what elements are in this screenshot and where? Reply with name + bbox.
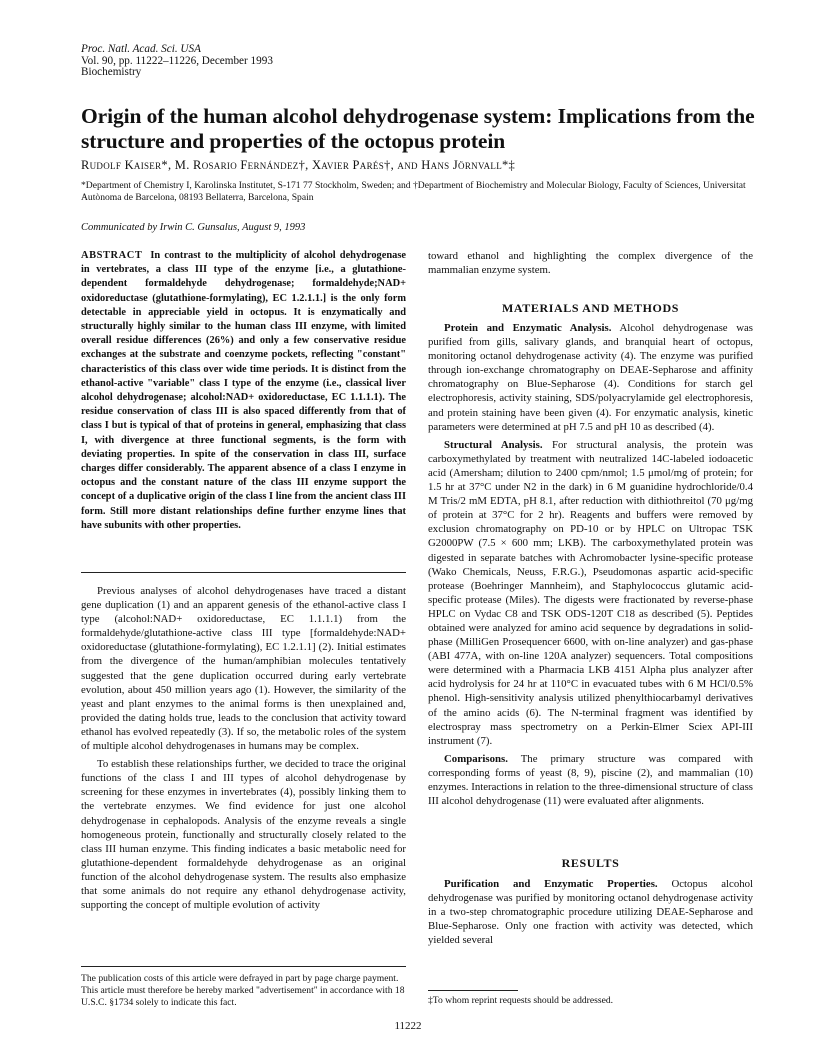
article-title: Origin of the human alcohol dehydrogenase system: Implications from the structure and properties of the octopus protein bbox=[81, 104, 755, 153]
publication-cost-footnote: The publication costs of this article were defrayed in part by page charge payment. This article must therefore be hereby marked "advertisement" in accordance with 18 U.S.C. §1734 solely to indicate this fact. bbox=[81, 973, 405, 1008]
reprint-footnote: ‡To whom reprint requests should be addressed. bbox=[428, 995, 614, 1006]
run-head: Protein and Enzymatic Analysis. bbox=[444, 322, 612, 334]
results-heading: RESULTS bbox=[561, 856, 620, 870]
paragraph-text: The primary structure was compared with corresponding forms of yeast (8, 9), piscine (2), and mammalian (10) enzymes. Interactions in relation to the three-dimensional structure of class III alcohol dehydrogenase (11) were evaluated after alignments. bbox=[428, 752, 753, 808]
journal-header bbox=[81, 44, 273, 79]
run-head: Structural Analysis. bbox=[444, 438, 543, 451]
paragraph-text: Octopus alcohol dehydrogenase was purified by monitoring octanol dehydrogenase activity in a two-step chromatographic procedure utilizing DEAE-Sepharose and Blue-Sepharose. Only one fraction with activity was detected, which yielded several bbox=[428, 878, 754, 947]
communicated-by: Communicated by Irwin C. Gunsalus, August 9, 1993 bbox=[81, 222, 306, 233]
intro-paragraph: Previous analyses of alcohol dehydrogenases have traced a distant gene duplication (1) and an apparent genesis of the ethanol-active class I type (alcohol:NAD+ oxidoreductase, EC 1.1.1.1) from the formaldehyde/glutathione-active class III type [formaldehyde:NAD+ oxidoreductase (glutathione-formylating), EC 1.2.1.1] (2). Initial estimates from the divergence of the human/amphibian molecules tentatively suggested that the gene duplication occurred during early vertebrate evolution, about 450 million years ago (1). However, the similarity of the yeast and plant enzymes to the animal forms is then unexplained and, provided the dating holds true, leads to the conclusion that activity toward ethanol has evolved repeatedly (3). If so, the metabolic roles of the system of multiple alcohol dehydrogenases in humans may be complex. bbox=[81, 585, 406, 753]
methods-heading: MATERIALS AND METHODS bbox=[501, 301, 680, 315]
paragraph-text: Alcohol dehydrogenase was purified from gills, salivary glands, and branquial heart of octopus, monitoring octanol dehydrogenase activity (4). The enzyme was purified through ion-exchange chromatography on DEAE-Sepharose and affinity chromatography on Blue-Sepharose (4). Conditions for starch gel electrophoresis, activity staining, SDS/polyacrylamide gel electrophoresis, and protein staining have been given (4). For enzymatic analysis, kinetic parameters were determined at pH 7.5 and pH 10 as described (4). bbox=[428, 322, 753, 433]
abstract bbox=[81, 249, 406, 533]
journal-volume: Vol. 90, pp. 11222–11226, December 1993 bbox=[81, 54, 273, 67]
abstract-text: In contrast to the multiplicity of alcohol dehydrogenase in vertebrates, a class III type of the enzyme [i.e., a glutathione-dependent formaldehyde dehydrogenase; formaldehyde;NAD+ oxidoreductase (glutathione-formylating), EC 1.2.1.1.] is the only form detectable in appreciable yield in octopus. It is enzymatically and structurally highly similar to the human class III enzyme, with limited overall residue differences (26%) and only a few conservative residue exchanges at the substrate and coenzyme pockets, reflecting "constant" characteristics of this class over wide time periods. It is distinct from the ethanol-active "variable" class I type of the enzyme (i.e., classical liver alcohol dehydrogenase; alcohol:NAD+ oxidoreductase, EC 1.1.1.1). The residue conservation of class III is also spaced differently from that of class I but is typical of that of proteins in general, emphasizing that class I, with divergence at three functional segments, is the form with deviating properties. In spite of the conservation in class III, surface charges differ considerably. The apparent absence of a class I enzyme in octopus and the constant nature of the class III enzyme support the concept of a duplicative origin of the class I line from the ancient class III form. Still more distant relationships define further enzyme lines that have subunits with other properties. bbox=[81, 250, 406, 531]
page-number: 11222 bbox=[394, 1020, 422, 1032]
results-section bbox=[428, 877, 753, 947]
methods-paragraph bbox=[428, 752, 753, 808]
introduction bbox=[81, 584, 406, 912]
run-head: Purification and Enzymatic Properties. bbox=[444, 878, 658, 890]
paragraph-text: For structural analysis, the protein was carboxymethylated by treatment with neutralized 14C-labeled iodoacetic acid (Amersham; dilution to 2400 cpm/nmol; 1.5 μmol/mg of protein; for 1.5 hr at 37°C under N2 in the dark) in 6 M guanidine hydrochloride/0.4 M Tris/2 mM EDTA, pH 8.1, after reduction with dithiothreitol (70 μg/mg of protein at 37°C for 2 hr). Reagents and buffers were removed by exclusion chromatography on PD-10 or by HPLC on Ultropac TSK G2000PW (7.5 × 600 mm; LKB). The carboxymethylated protein was digested in separate batches with Achromobacter lysine-specific protease (Wako Chemicals, Neuss, F.R.G.), Pseudomonas aspartic acid-specific protease (Boehringer Mannheim), and Staphylococcus glutamic acid-specific protease (Miles). The digests were fractionated by reverse-phase HPLC on Vydac C8 and TSK ODS-120T C18 as described (5). Peptides obtained were analyzed for amino acid sequence by degradations in solid-phase (MilliGen Prosequencer 6600, with on-line analyzer) and gas-phase (ABI 477A, with on-line 120A analyzer) sequencers. Total compositions were determined with a Pharmacia LKB 4151 Alpha plus analyzer after acid hydrolysis for 24 hr at 110°C in evacuated tubes with 6 M HCl/0.5% phenol. High-sensitivity analysis utilized phenylthiocarbamyl derivatives of the amino acids (6). The N-terminal fragment was identified by electrospray mass spectrometry on a Perkin-Elmer Sciex API-III instrument (7). bbox=[428, 438, 753, 747]
methods-section bbox=[428, 321, 753, 808]
affiliations: *Department of Chemistry I, Karolinska Institutet, S-171 77 Stockholm, Sweden; and †Department of Biochemistry and Molecular Biology, Faculty of Sciences, Universitat Autònoma de Barcelona, 08193 Bellaterra, Barcelona, Spain bbox=[81, 180, 746, 203]
abstract-label: ABSTRACT bbox=[81, 250, 143, 261]
journal-name: Proc. Natl. Acad. Sci. USA bbox=[81, 43, 201, 55]
methods-paragraph bbox=[428, 321, 753, 434]
footnote-divider-right bbox=[428, 990, 518, 991]
methods-paragraph bbox=[428, 438, 753, 748]
abstract-divider bbox=[81, 572, 406, 573]
footnote-divider-left bbox=[81, 966, 406, 967]
author-list: Rudolf Kaiser*, M. Rosario Fernández†, Xavier Parés†, and Hans Jörnvall*‡ bbox=[81, 158, 516, 172]
intro-continued: toward ethanol and highlighting the complex divergence of the mammalian enzyme system. bbox=[428, 250, 753, 277]
journal-section: Biochemistry bbox=[81, 66, 142, 78]
results-paragraph bbox=[428, 877, 753, 947]
run-head: Comparisons. bbox=[444, 752, 508, 765]
intro-paragraph: To establish these relationships further, we decided to trace the original functions of the class I and III types of alcohol dehydrogenase by screening for these enzymes in invertebrates (4), possibly linking them to the vertebrate enzymes. We find evidence for just one alcohol dehydrogenase in cephalopods. Analysis of the enzyme reveals a single homogeneous protein, functionally and structurally closely related to the class III human enzyme. This finding indicates a basic metabolic need for glutathione-dependent formaldehyde dehydrogenase as an original function of the alcohol dehydrogenase system. The results also emphasize that some animals do not require any ethanol dehydrogenase activity, supporting the concept of multiple evolution of activity bbox=[81, 758, 406, 912]
